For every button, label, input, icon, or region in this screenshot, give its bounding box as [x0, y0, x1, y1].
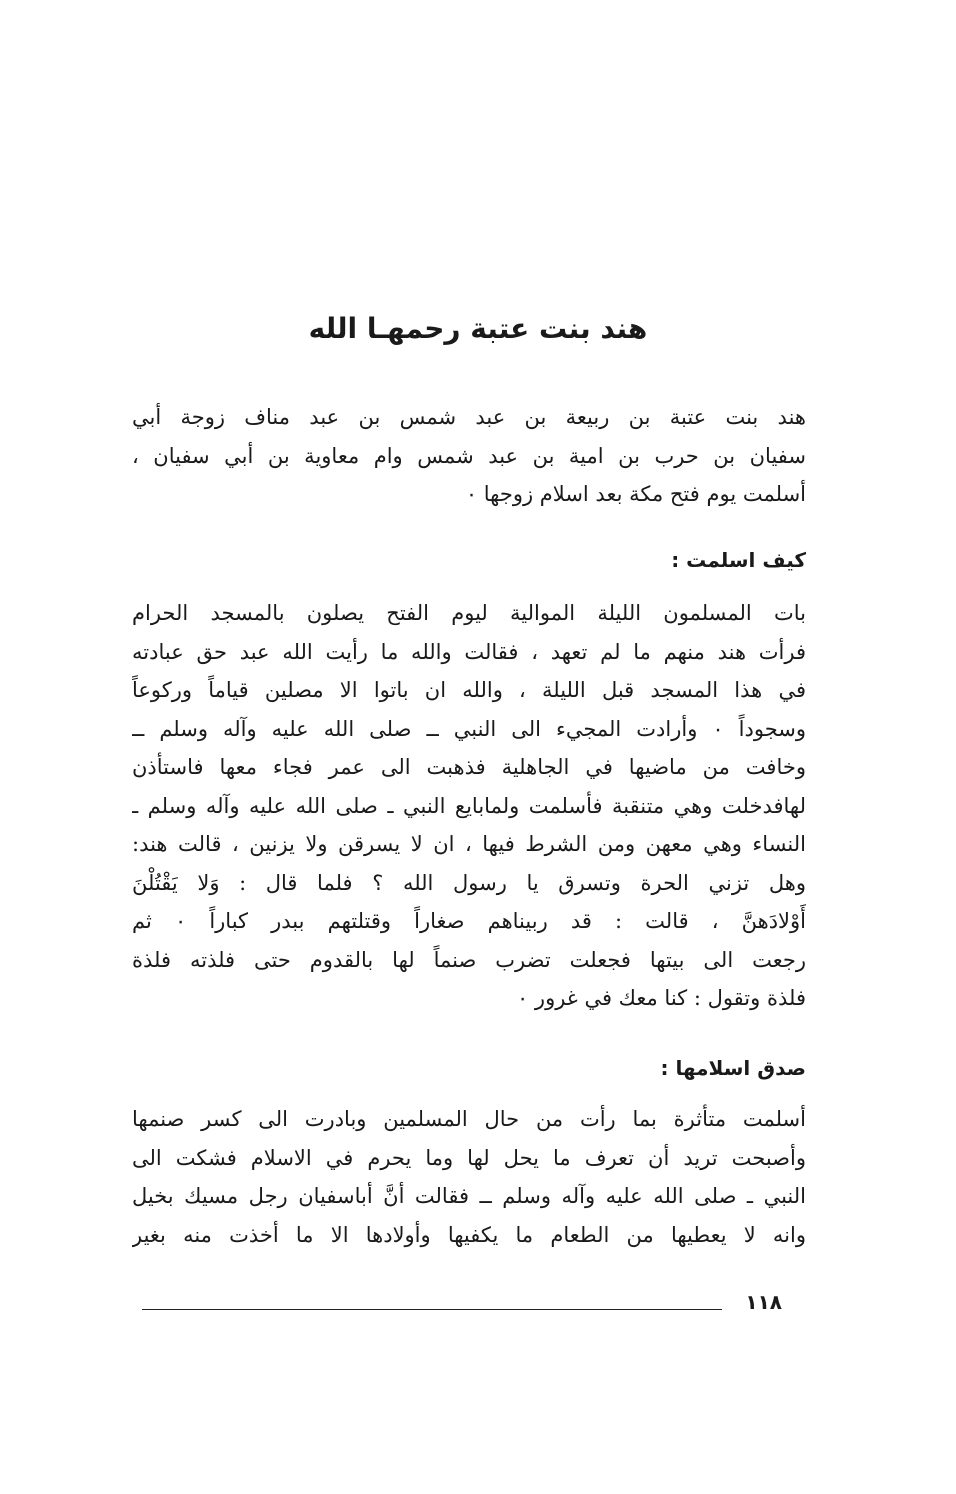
paragraph-line: وسجوداً ٠ وأرادت المجيء الى النبي ــ صلى الله عليه وآله وسلم ــ [132, 716, 806, 741]
section-paragraph-how-she-converted [132, 594, 806, 1018]
intro-paragraph [132, 398, 806, 514]
paragraph-line: أسلمت يوم فتح مكة بعد اسلام زوجها ٠ [465, 482, 806, 506]
paragraph-line: لهافدخلت وهي متنقبة فأسلمت ولمابايع النبي ـ صلى الله عليه وآله وسلم ـ [132, 793, 806, 818]
section-heading-how-she-converted: كيف اسلمت : [671, 548, 806, 572]
section-paragraph-sincerity [132, 1100, 806, 1254]
paragraph-line: فلذة وتقول : كنا معك في غرور ٠ [516, 986, 806, 1010]
paragraph-line: فرأت هند منهم ما لم تعهد ، فقالت والله ما رأيت الله عبد حق عبادته [132, 639, 806, 664]
paragraph-line: النساء وهي معهن ومن الشرط فيها ، ان لا يسرقن ولا يزنين ، قالت هند: [132, 832, 806, 856]
page-number: ١١٨ [745, 1290, 782, 1314]
page-title: هند بنت عتبة رحمهـا الله [308, 312, 648, 345]
section-heading-sincerity: صدق اسلامها : [660, 1056, 806, 1080]
paragraph-line: بات المسلمون الليلة الموالية ليوم الفتح يصلون بالمسجد الحرام [132, 601, 806, 625]
paragraph-line: وانه لا يعطيها من الطعام ما يكفيها وأولادها الا ما أخذت منه بغير [132, 1222, 806, 1247]
paragraph-line: وخافت من ماضيها في الجاهلية فذهبت الى عمر فجاء معها فاستأذن [132, 755, 806, 779]
page-footer [142, 1290, 782, 1320]
footer-rule [142, 1309, 722, 1310]
paragraph-line: وأصبحت تريد أن تعرف ما يحل لها وما يحرم في الاسلام فشكت الى [132, 1145, 806, 1170]
paragraph-line: رجعت الى بيتها فجعلت تضرب صنماً لها بالقدوم حتى فلذته فلذة [132, 947, 806, 972]
paragraph-line: أَوْلادَهنَّ ، قالت : قد ربيناهم صغاراً وقتلتهم ببدر كباراً ٠ ثم [132, 909, 806, 933]
paragraph-line: سفيان بن حرب بن امية بن عبد شمس وام معاوية بن أبي سفيان ، [132, 443, 806, 468]
paragraph-line: في هذا المسجد قبل الليلة ، والله ان باتوا الا مصلين قياماً وركوعاً [132, 678, 806, 702]
paragraph-line: هند بنت عتبة بن ربيعة بن عبد شمس بن عبد مناف زوجة أبي [132, 405, 806, 429]
paragraph-line: وهل تزني الحرة وتسرق يا رسول الله ؟ فلما قال : وَلا يَقْتُلْنَ [132, 870, 806, 895]
paragraph-line: أسلمت متأثرة بما رأت من حال المسلمين وبادرت الى كسر صنمها [132, 1107, 806, 1131]
paragraph-line: النبي ـ صلى الله عليه وآله وسلم ــ فقالت أنَّ أباسفيان رجل مسيك بخيل [132, 1184, 806, 1208]
